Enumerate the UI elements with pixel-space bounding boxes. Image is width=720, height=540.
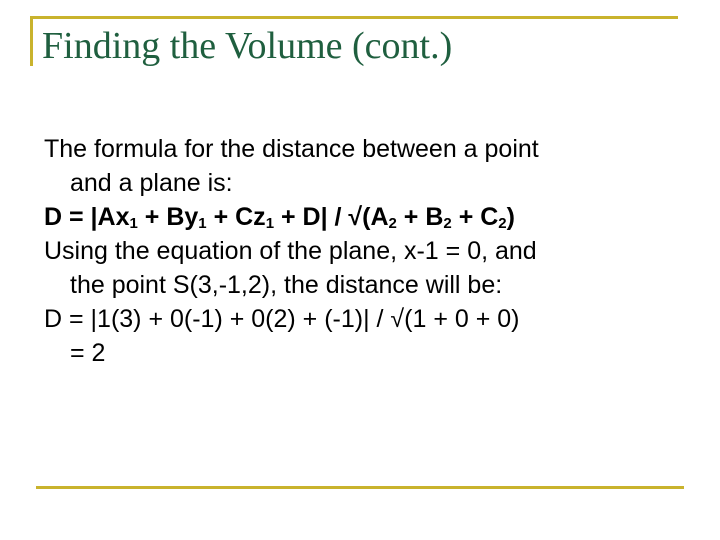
distance-calculation: D = |1(3) + 0(-1) + 0(2) + (-1)| / √(1 + 0 + 0) xyxy=(44,305,520,333)
body-line-formula-intro-cont: and a plane is: xyxy=(70,169,233,197)
body-line-plane-equation: Using the equation of the plane, x-1 = 0, and xyxy=(44,237,537,265)
distance-formula: $D = |Ax_1 + By_1 + Cz_1 + D| / √(A_2 + B_2 + C_2)$ xyxy=(44,203,515,232)
top-rule xyxy=(30,16,678,19)
body-line-point: the point S(3,-1,2), the distance will be: xyxy=(70,271,503,299)
slide-title: Finding the Volume (cont.) xyxy=(42,25,453,67)
left-rule xyxy=(30,16,33,66)
bottom-rule xyxy=(36,486,684,489)
slide-body xyxy=(44,132,684,370)
distance-result: = 2 xyxy=(70,339,106,367)
body-line-formula-intro: The formula for the distance between a point xyxy=(44,135,539,163)
